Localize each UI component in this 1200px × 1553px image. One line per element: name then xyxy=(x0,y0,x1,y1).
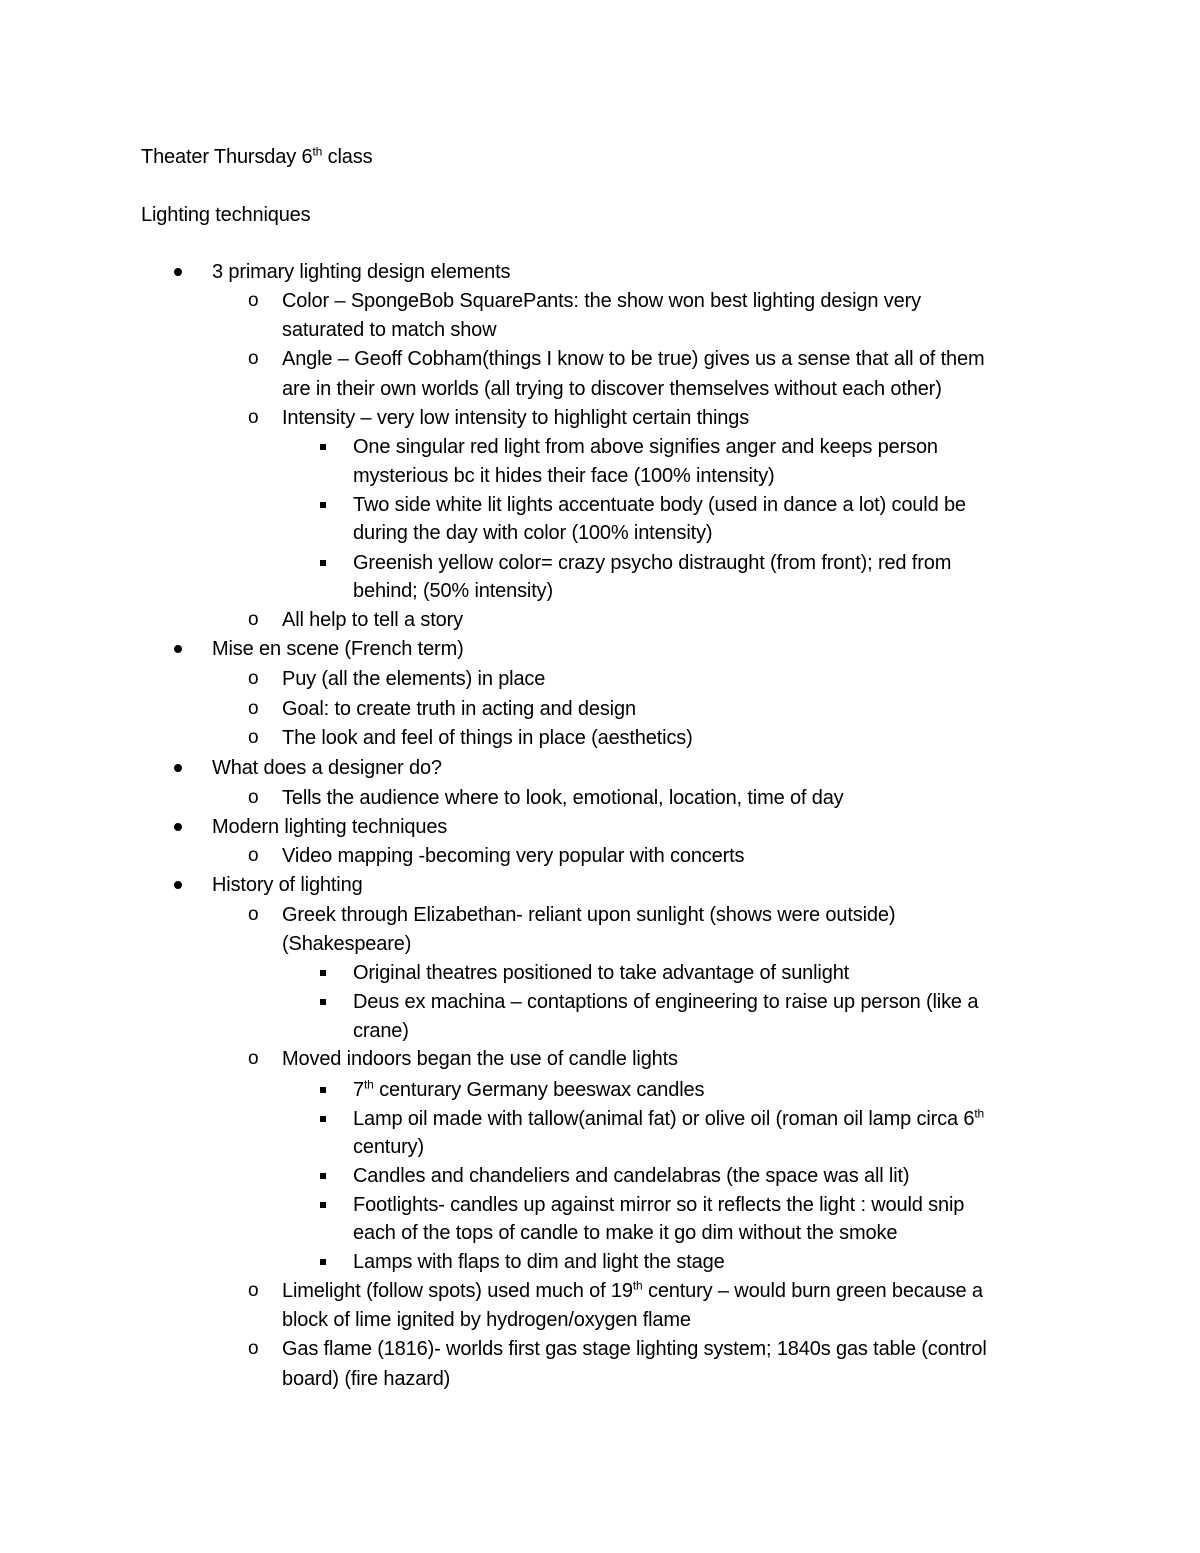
list-item-continuation: crane) xyxy=(353,1020,409,1042)
list-item: What does a designer do? xyxy=(212,757,442,779)
bullet-dot xyxy=(174,764,182,772)
bullet-circle: o xyxy=(248,787,259,808)
list-item-continuation: (Shakespeare) xyxy=(282,933,412,955)
list-item: Lamps with flaps to dim and light the stage xyxy=(353,1251,725,1273)
list-item: The look and feel of things in place (aesthetics) xyxy=(282,727,693,749)
bullet-circle: o xyxy=(248,609,259,630)
bullet-circle: o xyxy=(248,698,259,719)
bullet-circle: o xyxy=(248,1280,259,1301)
bullet-square xyxy=(320,999,326,1005)
list-item: Greek through Elizabethan- reliant upon sunlight (shows were outside) xyxy=(282,904,896,926)
bullet-square xyxy=(320,1259,326,1265)
list-item: History of lighting xyxy=(212,874,363,896)
list-item-continuation: are in their own worlds (all trying to discover themselves without each other) xyxy=(282,378,942,400)
bullet-circle: o xyxy=(248,727,259,748)
list-item: 3 primary lighting design elements xyxy=(212,261,511,283)
list-item-continuation: century) xyxy=(353,1136,425,1158)
list-item-continuation: board) (fire hazard) xyxy=(282,1368,451,1390)
bullet-circle: o xyxy=(248,845,259,866)
bullet-circle: o xyxy=(248,290,259,311)
bullet-circle: o xyxy=(248,407,259,428)
list-item: One singular red light from above signifies anger and keeps person xyxy=(353,436,938,458)
list-item: Greenish yellow color= crazy psycho distraught (from front); red from xyxy=(353,552,952,574)
document-subtitle: Lighting techniques xyxy=(141,204,311,226)
bullet-circle: o xyxy=(248,1048,259,1069)
list-item: All help to tell a story xyxy=(282,609,463,631)
bullet-square xyxy=(320,1202,326,1208)
bullet-square xyxy=(320,1173,326,1179)
bullet-circle: o xyxy=(248,348,259,369)
list-item: Limelight (follow spots) used much of 19th century – would burn green because a xyxy=(282,1278,983,1302)
list-item: Tells the audience where to look, emotional, location, time of day xyxy=(282,787,844,809)
list-item: Goal: to create truth in acting and design xyxy=(282,698,636,720)
bullet-square xyxy=(320,444,326,450)
bullet-square xyxy=(320,560,326,566)
list-item: Modern lighting techniques xyxy=(212,816,448,838)
list-item-continuation: mysterious bc it hides their face (100% intensity) xyxy=(353,465,775,487)
bullet-circle: o xyxy=(248,668,259,689)
bullet-circle: o xyxy=(248,904,259,925)
list-item: Footlights- candles up against mirror so it reflects the light : would snip xyxy=(353,1194,965,1216)
bullet-circle: o xyxy=(248,1338,259,1359)
list-item: Lamp oil made with tallow(animal fat) or olive oil (roman oil lamp circa 6th xyxy=(353,1106,985,1130)
list-item: Mise en scene (French term) xyxy=(212,638,464,660)
list-item: Candles and chandeliers and candelabras (the space was all lit) xyxy=(353,1165,910,1187)
bullet-square xyxy=(320,1087,326,1093)
bullet-dot xyxy=(174,268,182,276)
list-item-continuation: during the day with color (100% intensity) xyxy=(353,522,713,544)
list-item-continuation: saturated to match show xyxy=(282,319,497,341)
bullet-square xyxy=(320,1116,326,1122)
list-item: Deus ex machina – contaptions of engineering to raise up person (like a xyxy=(353,991,979,1013)
list-item: Two side white lit lights accentuate body (used in dance a lot) could be xyxy=(353,494,966,516)
list-item: Video mapping -becoming very popular with concerts xyxy=(282,845,745,867)
bullet-square xyxy=(320,970,326,976)
bullet-dot xyxy=(174,823,182,831)
list-item-continuation: behind; (50% intensity) xyxy=(353,580,553,602)
list-item: Moved indoors began the use of candle lights xyxy=(282,1048,678,1070)
list-item: Puy (all the elements) in place xyxy=(282,668,546,690)
bullet-dot xyxy=(174,881,182,889)
list-item: Original theatres positioned to take advantage of sunlight xyxy=(353,962,850,984)
list-item: Intensity – very low intensity to highlight certain things xyxy=(282,407,750,429)
bullet-dot xyxy=(174,645,182,653)
list-item: Color – SpongeBob SquarePants: the show won best lighting design very xyxy=(282,290,921,312)
list-item-continuation: block of lime ignited by hydrogen/oxygen flame xyxy=(282,1309,691,1331)
list-item: 7th centurary Germany beeswax candles xyxy=(353,1077,705,1101)
list-item-continuation: each of the tops of candle to make it go dim without the smoke xyxy=(353,1222,898,1244)
list-item: Gas flame (1816)- worlds first gas stage lighting system; 1840s gas table (control xyxy=(282,1338,987,1360)
bullet-square xyxy=(320,502,326,508)
list-item: Angle – Geoff Cobham(things I know to be true) gives us a sense that all of them xyxy=(282,348,985,370)
document-title: Theater Thursday 6th class xyxy=(141,144,373,168)
